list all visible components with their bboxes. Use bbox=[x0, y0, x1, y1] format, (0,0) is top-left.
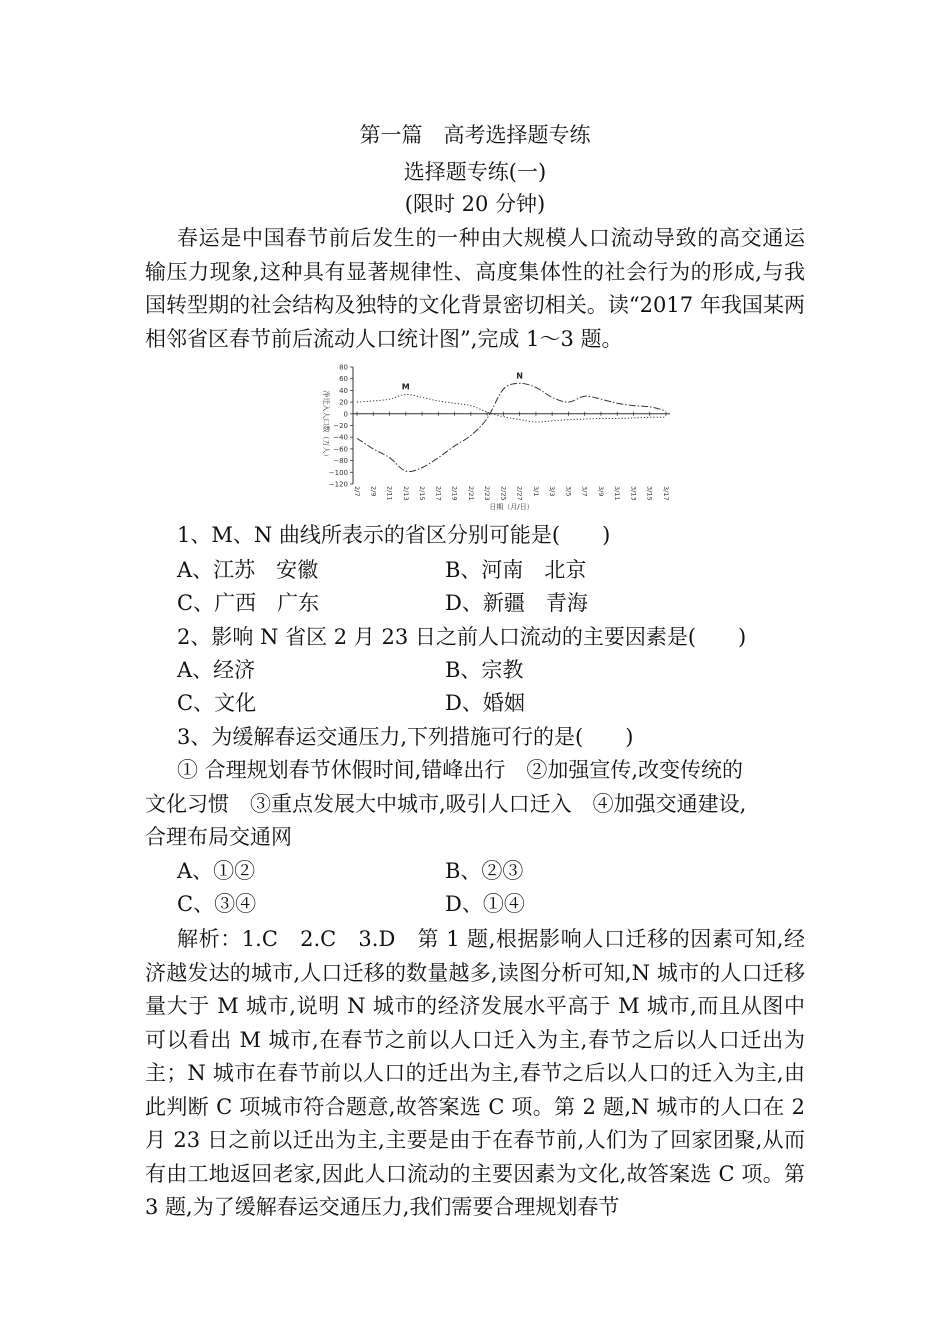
question-3-stem: 3、为缓解春运交通压力,下列措施可行的是( ) bbox=[177, 725, 634, 749]
question-2-option-b[interactable]: B、宗教 bbox=[445, 658, 524, 682]
x-tick-label: 2/15 bbox=[418, 486, 427, 501]
x-tick-label: 3/11 bbox=[613, 486, 622, 501]
y-tick-label: 60 bbox=[339, 375, 348, 384]
series-line-N bbox=[357, 383, 666, 471]
y-tick-label: −40 bbox=[333, 433, 348, 442]
question-3-statement-line-2: 文化习惯 ③重点发展大中城市,吸引人口迁入 ④加强交通建设, bbox=[145, 792, 747, 816]
question-3-option-a[interactable]: A、①② bbox=[177, 859, 256, 883]
question-3-statement-line-1: ① 合理规划春节休假时间,错峰出行 ②加强宣传,改变传统的 bbox=[177, 758, 744, 782]
x-tick-label: 3/13 bbox=[629, 486, 638, 501]
x-tick-label: 2/11 bbox=[385, 486, 394, 501]
x-tick-label: 2/27 bbox=[515, 486, 524, 501]
x-tick-label: 3/17 bbox=[662, 486, 670, 501]
y-tick-label: −60 bbox=[333, 445, 348, 454]
y-tick-label: 0 bbox=[343, 410, 348, 419]
question-1-option-a[interactable]: A、江苏 安徽 bbox=[177, 558, 319, 582]
migration-chart bbox=[310, 362, 690, 512]
part-title: 第一篇 高考选择题专练 bbox=[359, 123, 591, 147]
question-1-option-d[interactable]: D、新疆 青海 bbox=[445, 591, 588, 615]
series-label-N: N bbox=[516, 371, 523, 381]
x-axis-label: 日期（月/日） bbox=[489, 503, 534, 511]
analysis-paragraph: 解析：1.C 2.C 3.D 第 1 题,根据影响人口迁移的因素可知,经济越发达的城市,人口迁移的数量越多,读图分析可知,N 城市的人口迁移量大于 M 城市,说明 N 城市的经济发展水平高于 M 城市,而且从图中可以看出 M 城市,在春节之前以人口迁入为主,春节之后以人口迁出为主；N 城市在春节前以人口的迁出为主,春节之后以人口的迁入为主,由此判断 C 项城市符合题意,故答案选 C 项。第 2 题,N 城市的人口在 2 月 23 日之前以迁出为主,主要是由于在春节前,人们为了回家团聚,从而有由工地返回老家,因此人口流动的主要因素为文化,故答案选 C 项。第 3 题,为了缓解春运交通压力,我们需要合理规划春节 bbox=[145, 927, 805, 1219]
y-axis-label: 净迁入人口数（万人） bbox=[322, 390, 330, 461]
y-tick-label: −20 bbox=[333, 422, 348, 430]
question-2-stem: 2、影响 N 省区 2 月 23 日之前人口流动的主要因素是( ) bbox=[177, 625, 747, 649]
x-tick-label: 2/9 bbox=[369, 486, 378, 497]
question-3-option-b[interactable]: B、②③ bbox=[445, 859, 524, 883]
x-tick-label: 2/21 bbox=[466, 486, 475, 501]
x-tick-label: 3/1 bbox=[531, 486, 540, 497]
x-tick-label: 3/7 bbox=[580, 486, 589, 497]
y-tick-label: −120 bbox=[328, 480, 348, 489]
series-label-M: M bbox=[401, 382, 410, 392]
question-1-option-c[interactable]: C、广西 广东 bbox=[177, 591, 320, 615]
series-line-M bbox=[357, 394, 666, 422]
x-tick-label: 3/5 bbox=[564, 486, 573, 497]
chart-svg bbox=[310, 362, 690, 512]
question-2-option-a[interactable]: A、经济 bbox=[177, 658, 256, 682]
question-1-option-b[interactable]: B、河南 北京 bbox=[445, 558, 587, 582]
x-tick-label: 3/9 bbox=[596, 486, 605, 497]
y-tick-label: −80 bbox=[333, 457, 348, 466]
question-3-option-c[interactable]: C、③④ bbox=[177, 892, 257, 916]
y-tick-label: 80 bbox=[339, 363, 348, 372]
x-tick-label: 2/25 bbox=[499, 486, 508, 501]
intro-paragraph: 春运是中国春节前后发生的一种由大规模人口流动导致的高交通运输压力现象,这种具有显著规律性、高度集体性的社会行为的形成,与我国转型期的社会结构及独特的文化背景密切相关。读“2017 年我国某两相邻省区春节前后流动人口统计图”,完成 1～3 题。 bbox=[145, 226, 805, 351]
x-tick-label: 2/17 bbox=[434, 486, 443, 501]
question-3-statement-line-3: 合理布局交通网 bbox=[145, 825, 292, 849]
section-title: 选择题专练(一) bbox=[403, 160, 547, 184]
x-tick-label: 2/23 bbox=[483, 486, 492, 501]
y-tick-label: −100 bbox=[328, 468, 348, 477]
question-2-option-d[interactable]: D、婚姻 bbox=[445, 691, 525, 715]
time-limit: (限时 20 分钟) bbox=[404, 192, 546, 216]
x-tick-label: 2/13 bbox=[401, 486, 410, 501]
y-tick-label: 40 bbox=[339, 386, 348, 395]
x-tick-label: 2/19 bbox=[450, 486, 459, 501]
x-tick-label: 3/3 bbox=[548, 486, 557, 497]
question-2-option-c[interactable]: C、文化 bbox=[177, 691, 257, 715]
y-tick-label: 20 bbox=[339, 398, 348, 407]
question-3-option-d[interactable]: D、①④ bbox=[445, 892, 525, 916]
question-1-stem: 1、M、N 曲线所表示的省区分别可能是( ) bbox=[177, 523, 611, 547]
x-tick-label: 2/7 bbox=[353, 486, 361, 497]
x-tick-label: 3/15 bbox=[645, 486, 654, 501]
